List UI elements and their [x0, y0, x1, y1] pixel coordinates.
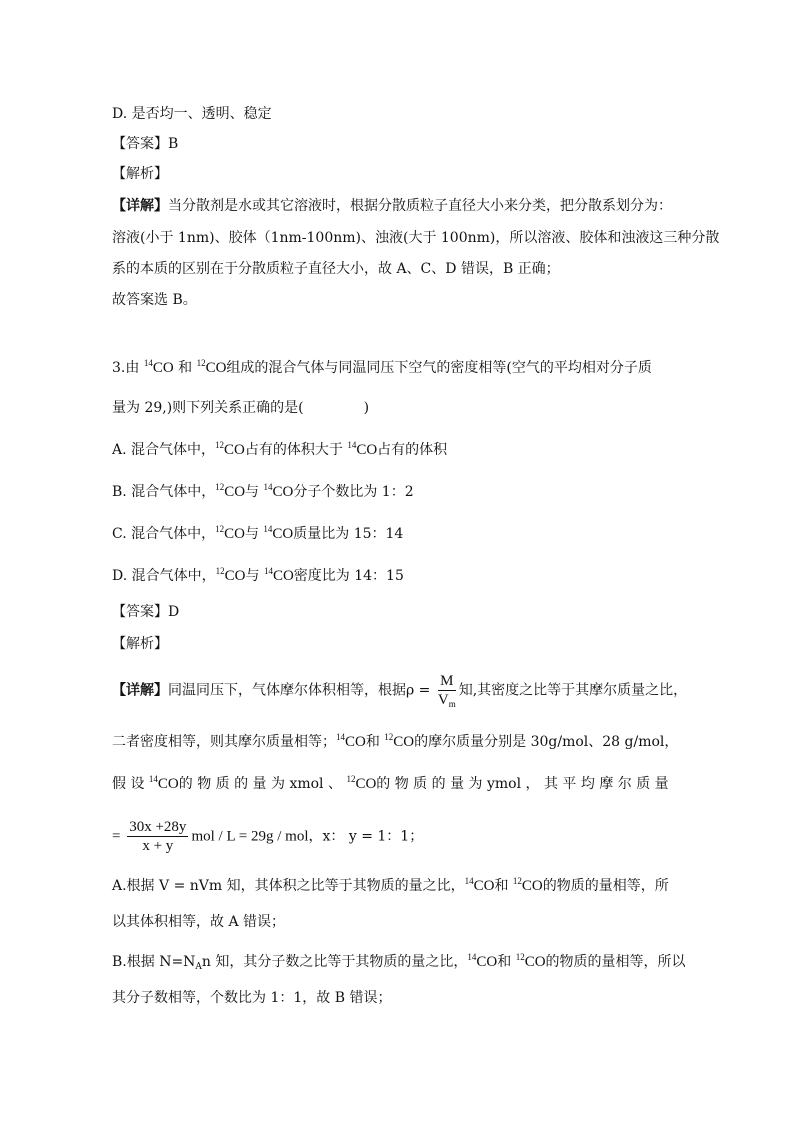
- q3-option-b-explanation-2: 其分子数相等，个数比为 1：1，故 B 错误；: [112, 990, 392, 1006]
- q2-detail-line-1: [112, 196, 672, 216]
- average-molar-mass-fraction: $\frac{30x +28y}{x + y}$: [129, 819, 187, 854]
- q3-detail-line-1: 【详解】同温同压下，气体摩尔体积相等，根据ρ = $\frac{M}{V_m}$ 知,其密度之比等于其摩尔质量之比，: [112, 673, 688, 709]
- q3-analysis-heading: 【解析】: [112, 636, 168, 652]
- q3-detail-line-3: 假 设 $^{14}$CO的 物 质 的 量 为 xmol 、 $^{12}$CO的 物 质 的 量 为 ymol ， 其 平 均 摩 尔 质 量: [112, 774, 669, 792]
- q2-detail-line-3: 系的本质的区别在于分散质粒子直径大小，故 A、C、D 错误，B 正确；: [112, 261, 560, 277]
- q3-option-d: D. 混合气体中，$^{12}$CO与 $^{14}$CO密度比为 14：15: [112, 566, 404, 584]
- q3-stem-line-1: [112, 358, 652, 378]
- q2-detail-line-2: 溶液(小于 1nm)、胶体（1nm-100nm)、浊液(大于 100nm)，所以溶液、胶体和浊液这三种分散: [112, 230, 720, 246]
- q3-option-b-explanation-1: B.根据 $N=N_An$ 知，其分子数之比等于其物质的量之比，$^{14}$CO和 $^{12}$CO的物质的量相等，所以: [112, 952, 686, 972]
- density-formula-fraction: $\frac{M}{V_m}$: [437, 673, 456, 709]
- detail-text: 当分散剂是水或其它溶液时，根据分散质粒子直径大小来分类，把分散系划分为：: [168, 198, 672, 214]
- q3-option-a-explanation-2: 以其体积相等，故 A 错误；: [112, 914, 286, 930]
- stem-prefix: 3.由: [112, 360, 144, 376]
- q2-option-d: D. 是否均一、透明、稳定: [112, 106, 272, 122]
- isotope-14co: $^{14}$CO: [143, 358, 174, 376]
- q3-answer: 【答案】D: [112, 604, 180, 620]
- q3-option-b: B. 混合气体中，$^{12}$CO与 $^{14}$CO分子个数比为 1：2: [112, 482, 414, 500]
- q3-option-c: C. 混合气体中，$^{12}$CO与 $^{14}$CO质量比为 15：14: [112, 524, 404, 542]
- and-word: 和: [178, 360, 197, 376]
- q2-answer: 【答案】B: [112, 136, 179, 152]
- q3-option-a: A. 混合气体中，$^{12}$CO占有的体积大于 $^{14}$CO占有的体积: [112, 440, 448, 458]
- q3-stem-line-2: 量为 29,)则下列关系正确的是( ): [112, 400, 370, 416]
- q3-detail-line-2: 二者密度相等，则其摩尔质量相等；$^{14}$CO和 $^{12}$CO的摩尔质量分别是 30g/mol、28 g/mol，: [112, 732, 679, 750]
- q3-detail-line-4: = $\frac{30x +28y}{x + y}$ mol / L = 29g / mol，x： y = 1：1；: [112, 819, 424, 854]
- q3-option-a-explanation-1: A.根据 V = nVm 知，其体积之比等于其物质的量之比，$^{14}$CO和 $^{12}$CO的物质的量相等，所: [112, 876, 669, 894]
- isotope-12co: $^{12}$CO: [196, 358, 227, 376]
- stem-text: 组成的混合气体与同温同压下空气的密度相等(空气的平均相对分子质: [226, 360, 652, 376]
- detail-tag: 【详解】: [112, 198, 168, 214]
- q2-analysis-heading: 【解析】: [112, 166, 168, 182]
- q2-conclusion: 故答案选 B。: [112, 292, 197, 308]
